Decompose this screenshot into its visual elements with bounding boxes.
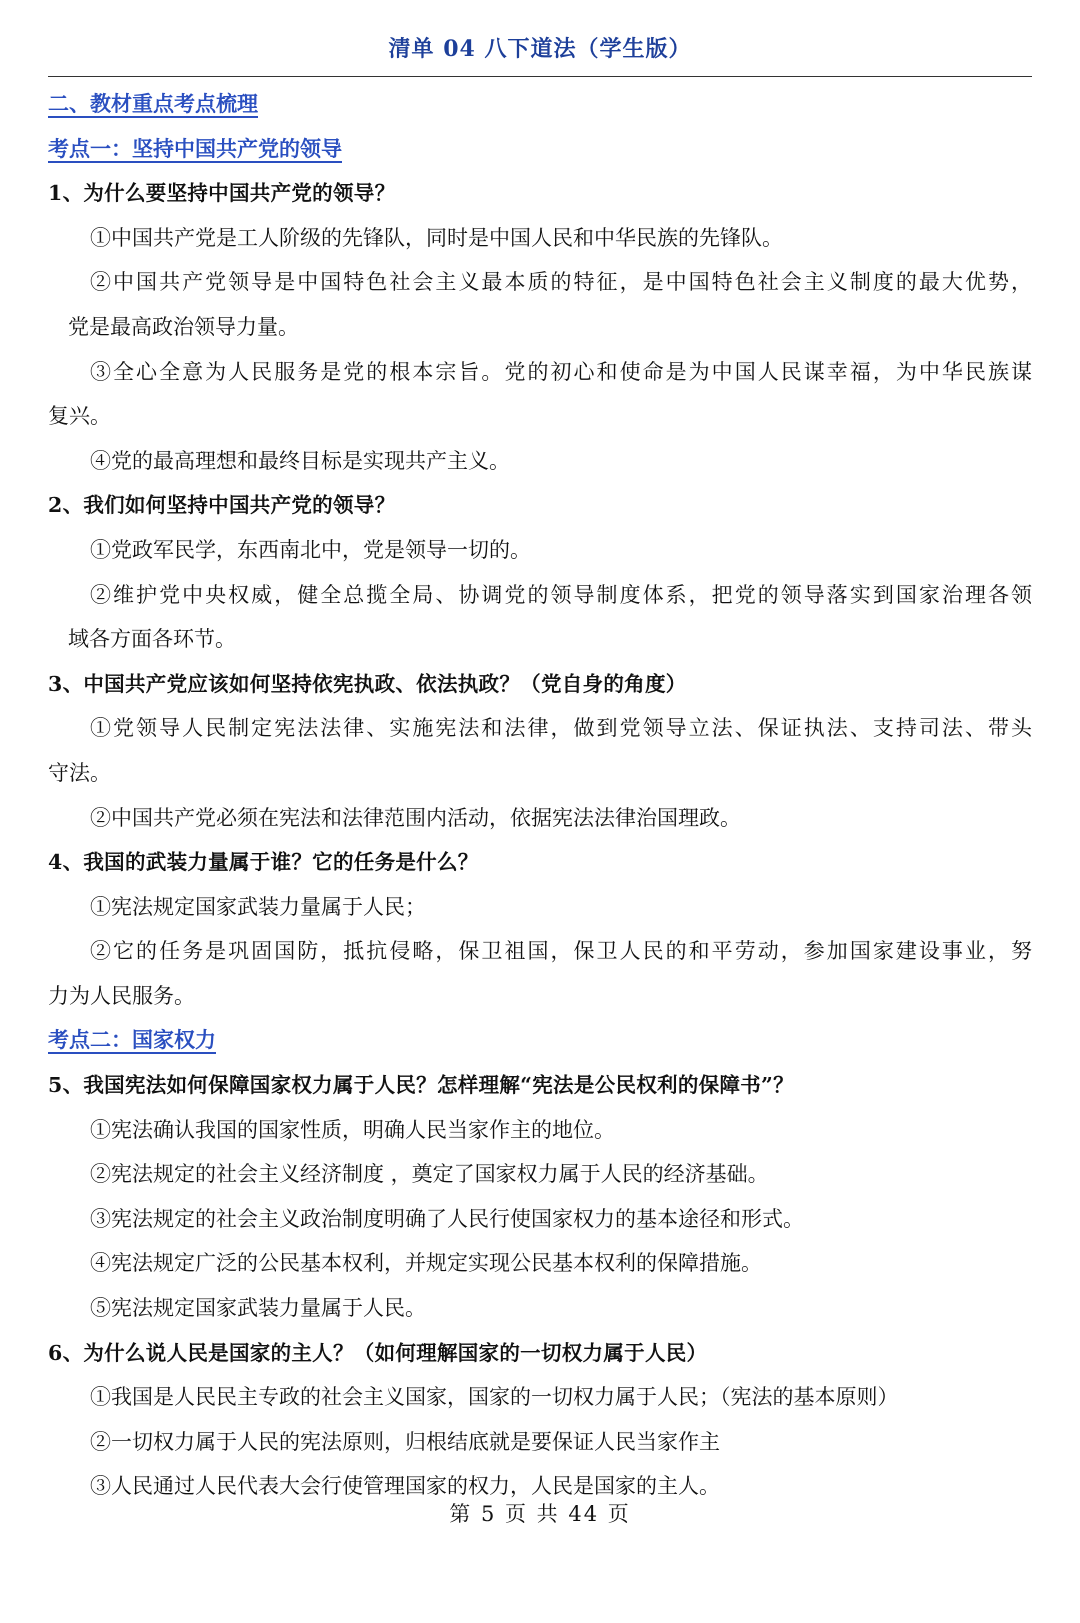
q4-answer-2-line-2: 力为人民服务。 (48, 983, 195, 1008)
q5-answer-1: ①宪法确认我国的国家性质，明确人民当家作主的地位。 (90, 1117, 615, 1142)
q1-answer-3-line-1: ③全心全意为人民服务是党的根本宗旨。党的初心和使命是为中国人民谋幸福，为中华民族谋 (90, 359, 1032, 384)
q1-answer-2-line-2: 党是最高政治领导力量。 (68, 314, 299, 339)
q4-answer-2-line-1: ②它的任务是巩固国防，抵抗侵略，保卫祖国，保卫人民的和平劳动，参加国家建设事业，努 (90, 939, 1032, 964)
q3-answer-2: ②中国共产党必须在宪法和法律范围内活动，依据宪法法律治国理政。 (90, 805, 741, 830)
q5-answer-2: ②宪法规定的社会主义经济制度 ，奠定了国家权力属于人民的经济基础。 (90, 1162, 769, 1187)
q6-answer-3: ③人民通过人民代表大会行使管理国家的权力，人民是国家的主人。 (90, 1474, 720, 1499)
q4-answer-1: ①宪法规定国家武装力量属于人民； (90, 894, 426, 919)
question-3-title: 3、中国共产党应该如何坚持依宪执政、依法执政？（党自身的角度） (48, 671, 687, 696)
q5-answer-3: ③宪法规定的社会主义政治制度明确了人民行使国家权力的基本途径和形式。 (90, 1206, 804, 1231)
q3-answer-1-line-2: 守法。 (48, 760, 111, 785)
q5-answer-5: ⑤宪法规定国家武装力量属于人民。 (90, 1296, 426, 1321)
kaodian-1-title: 考点一：坚持中国共产党的领导 (48, 135, 342, 161)
q3-answer-1-line-1: ①党领导人民制定宪法法律、实施宪法和法律，做到党领导立法、保证执法、支持司法、带头 (90, 716, 1032, 741)
q1-answer-2-line-1: ②中国共产党领导是中国特色社会主义最本质的特征，是中国特色社会主义制度的最大优势， (90, 270, 1032, 295)
q1-answer-1: ①中国共产党是工人阶级的先锋队，同时是中国人民和中华民族的先锋队。 (90, 225, 783, 250)
document-body (48, 82, 1032, 1509)
q6-answer-2: ②一切权力属于人民的宪法原则，归根结底就是要保证人民当家作主 (90, 1429, 720, 1454)
q5-answer-4: ④宪法规定广泛的公民基本权利，并规定实现公民基本权利的保障措施。 (90, 1251, 762, 1276)
page-number-footer: 第 5 页 共 44 页 (449, 1502, 631, 1526)
q1-answer-4: ④党的最高理想和最终目标是实现共产主义。 (90, 448, 510, 473)
question-1-title: 1、为什么要坚持中国共产党的领导？ (48, 181, 396, 206)
section-title: 二、教材重点考点梳理 (48, 91, 258, 116)
question-2-title: 2、我们如何坚持中国共产党的领导？ (48, 493, 396, 518)
question-6-title: 6、为什么说人民是国家的主人？（如何理解国家的一切权力属于人民） (48, 1340, 708, 1365)
q2-answer-2-line-2: 域各方面各环节。 (68, 627, 236, 652)
question-5-title: 5、我国宪法如何保障国家权力属于人民？怎样理解“宪法是公民权利的保障书”？ (48, 1073, 794, 1098)
question-4-title: 4、我国的武装力量属于谁？它的任务是什么？ (48, 850, 479, 875)
q6-answer-1: ①我国是人民民主专政的社会主义国家，国家的一切权力属于人民；（宪法的基本原则） (90, 1385, 899, 1410)
page-header (48, 28, 1032, 77)
q1-answer-3-line-2: 复兴。 (48, 404, 111, 429)
q2-answer-2-line-1: ②维护党中央权威，健全总揽全局、协调党的领导制度体系，把党的领导落实到国家治理各领 (90, 582, 1032, 607)
header-title: 清单 04 八下道法（学生版） (388, 36, 692, 62)
q2-answer-1: ①党政军民学，东西南北中，党是领导一切的。 (90, 537, 531, 562)
kaodian-2-title: 考点二：国家权力 (48, 1027, 216, 1053)
